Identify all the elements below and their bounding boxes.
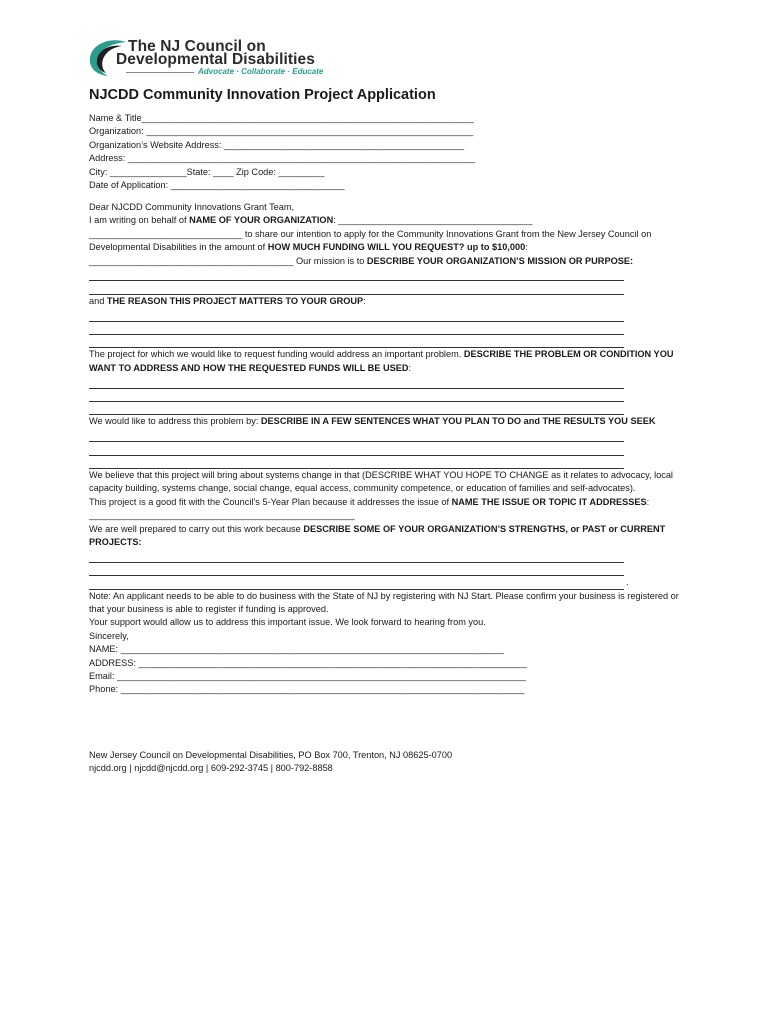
paragraph-intro [89, 214, 679, 268]
problem-answer-line[interactable] [89, 402, 624, 415]
strengths-answer-line[interactable] [89, 576, 624, 589]
name-title-field[interactable]: Name & Title_________________________________________________________________ [89, 113, 474, 123]
plan-fit-prompt: NAME THE ISSUE OR TOPIC IT ADDRESSES [451, 496, 647, 507]
plan-prompt: DESCRIBE IN A FEW SENTENCES WHAT YOU PLAN TO DO and THE RESULTS YOU SEEK [260, 416, 656, 427]
problem-colon: : [408, 362, 412, 373]
logo-text-line1: The NJ Council on [128, 38, 266, 55]
intro-text-d: ______________________________ to share our intention to apply for the Community Innovations Grant from the New Jersey Council on Developmental Disabilities in the amount of [89, 228, 652, 253]
plan-fit-text-a: This project is a good fit with the Council’s 5-Year Plan because it addresses the issue of [89, 496, 452, 507]
intro-text-f[interactable]: : ________________________________________ Our mission is to [89, 242, 528, 266]
intro-org-blank[interactable]: : ______________________________________ [333, 215, 533, 226]
problem-answer-line[interactable] [89, 389, 624, 402]
support-line: Your support would allow us to address this important issue. We look forward to hearing from you. [89, 617, 486, 628]
strengths-prompt: DESCRIBE SOME OF YOUR ORGANIZATION’S STRENGTHS, or PAST or CURRENT PROJECTS: [89, 523, 666, 547]
logo-rule [126, 72, 194, 73]
strengths-text-a: We are well prepared to carry out this work because [89, 523, 304, 534]
reason-prompt: THE REASON THIS PROJECT MATTERS TO YOUR GROUP [106, 295, 364, 306]
reason-answer-line[interactable] [89, 322, 624, 335]
logo-tagline: Advocate · Collaborate · Educate [198, 67, 324, 76]
footer-contact [89, 749, 452, 776]
footer-address: New Jersey Council on Developmental Disabilities, PO Box 700, Trenton, NJ 08625-0700 [89, 750, 453, 760]
strengths-answer-line[interactable] [89, 549, 624, 562]
registration-note: Note: An applicant needs to be able to do business with the State of NJ by registering with NJ Start. Please confirm your business is registered or that your business is able to register if funding is approved. [89, 590, 679, 614]
applicant-fields [89, 112, 679, 192]
signature-phone-field[interactable]: Phone: _______________________________________________________________________________ [89, 684, 525, 695]
strengths-period: . [626, 577, 629, 588]
problem-answer-line[interactable] [89, 375, 624, 388]
footer-contact-links: njcdd.org | njcdd@njcdd.org | 609-292-3745 | 800-792-8858 [89, 763, 333, 774]
city-state-zip-field[interactable]: City: _______________State: ____ Zip Code: _________ [89, 166, 325, 177]
address-field[interactable]: Address: ____________________________________________________________________ [89, 153, 476, 164]
mission-answer-line[interactable] [89, 281, 624, 294]
reason-colon: : [363, 295, 366, 306]
problem-prompt: DESCRIBE THE PROBLEM OR CONDITION YOU WANT TO ADDRESS AND HOW THE REQUESTED FUNDS WILL BE USED [89, 349, 674, 373]
problem-text-a: The project for which we would like to request funding would address an important problem. [89, 349, 464, 360]
salutation: Dear NJCDD Community Innovations Grant Team, [89, 202, 295, 212]
plan-text-a: We would like to address this problem by: [89, 416, 261, 427]
intro-org-prompt: NAME OF YOUR ORGANIZATION [189, 215, 334, 226]
paragraph-plan [89, 415, 679, 428]
reason-text-a: and [89, 295, 107, 306]
signature-email-field[interactable]: Email: ________________________________________________________________________________ [89, 671, 526, 681]
plan-answer-line[interactable] [89, 429, 624, 442]
strengths-answer-line[interactable] [89, 563, 624, 576]
signature-name-field[interactable]: NAME: ___________________________________________________________________________ [89, 644, 504, 655]
paragraph-problem [89, 348, 679, 375]
organization-field[interactable]: Organization: ________________________________________________________________ [89, 126, 474, 137]
mission-answer-line[interactable] [89, 268, 624, 281]
plan-fit-blank[interactable]: : ____________________________________________________ [89, 496, 650, 521]
njcdd-logo [86, 38, 356, 80]
page-title: NJCDD Community Innovation Project Application [89, 87, 436, 103]
plan-answer-line[interactable] [89, 456, 624, 469]
signature-address-field[interactable]: ADDRESS: ____________________________________________________________________________ [89, 657, 527, 668]
paragraph-five-year-plan [89, 496, 679, 523]
reason-answer-line[interactable] [89, 308, 624, 321]
paragraph-strengths [89, 523, 679, 550]
letter-body [89, 201, 679, 697]
reason-answer-line[interactable] [89, 335, 624, 348]
strengths-last-line [89, 576, 634, 589]
logo-text-line2: Developmental Disabilities [116, 51, 315, 68]
plan-answer-line[interactable] [89, 442, 624, 455]
intro-text-a: I am writing on behalf of [89, 215, 190, 226]
website-field[interactable]: Organization’s Website Address: _______________________________________________ [89, 139, 465, 150]
paragraph-systems-change: We believe that this project will bring about systems change in that (DESCRIBE WHAT YOU HOPE TO CHANGE as it relates to advocacy, local capacity building, systems change, social change, equal access, community competence, or education of families and self-advocates). [89, 469, 673, 494]
intro-mission-prompt: DESCRIBE YOUR ORGANIZATION’S MISSION OR PURPOSE: [366, 255, 634, 266]
paragraph-reason [89, 295, 679, 308]
closing-sincerely: Sincerely, [89, 630, 129, 641]
date-field[interactable]: Date of Application: __________________________________ [89, 180, 345, 191]
intro-funding-prompt: HOW MUCH FUNDING WILL YOU REQUEST? up to $10,000 [267, 242, 526, 253]
